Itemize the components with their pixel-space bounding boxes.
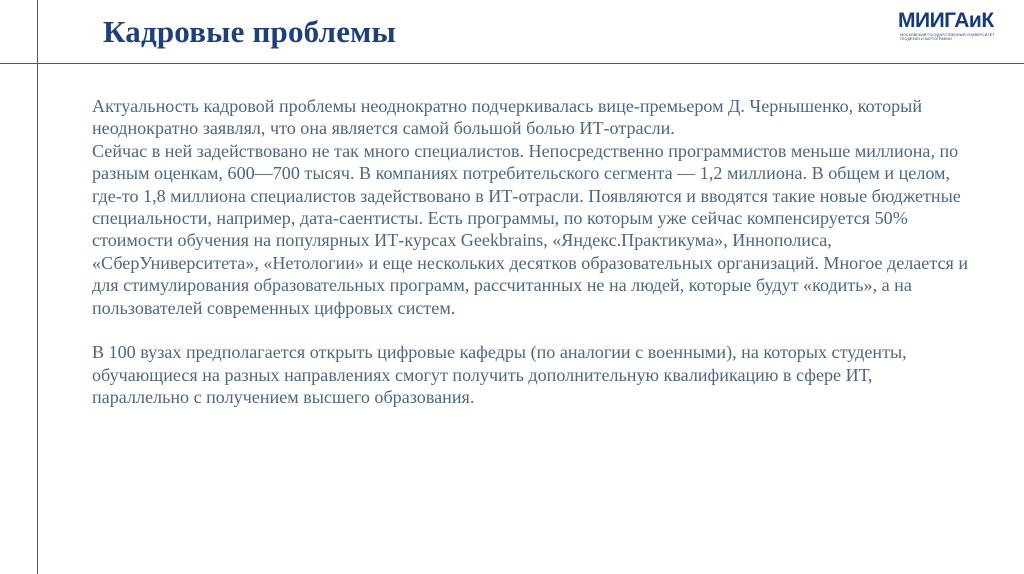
header-rule (0, 63, 1024, 64)
miigaik-logo (898, 9, 995, 44)
paragraph-specialists: Сейчас в ней задействовано не так много специалистов. Непосредственно программистов меньше миллиона, по разным оценкам, 600—700 тысяч. В компаниях потребительского сегмента — 1,2 миллиона. В общем и целом, где-то 1,8 миллиона специалистов задействовано в ИТ-отрасли. Появляются и вводятся такие новые бюджетные специальности, например, дата-саентисты. Есть программы, по которым уже сейчас компенсируется 50% стоимости обучения на популярных ИТ-курсах Geekbrains, «Яндекс.Практикума», Иннополиса, «СберУниверситета», «Нетологии» и еще нескольких десятков образовательных организаций. Многое делается и для стимулирования образовательных программ, рассчитанных не на людей, которые будут «кодить», а на пользователей современных цифровых систем. (92, 140, 969, 318)
paragraph-digital-departments: В 100 вузах предполагается открыть цифровые кафедры (по аналогии с военными), на которых студенты, обучающиеся на разных направлениях смогут получить дополнительную квалификацию в сфере ИТ, параллельно с получением высшего образования. (92, 342, 907, 408)
logo-wordmark: МИИГАиК (898, 9, 994, 32)
paragraph-actuality: Актуальность кадровой проблемы неоднократно подчеркивалась вице-премьером Д. Чернышенко, который неоднократно заявлял, что она является самой большой болью ИТ-отрасли. (92, 96, 923, 139)
logo-tagline-1: МОСКОВСКИЙ ГОСУДАРСТВЕННЫЙ УНИВЕРСИТЕТ (900, 33, 995, 37)
logo-tagline-2: ГЕОДЕЗИИ И КАРТОГРАФИИ (900, 37, 952, 41)
slide-title: Кадровые проблемы (103, 14, 396, 49)
slide-body (92, 95, 972, 409)
vertical-rule (37, 0, 38, 574)
